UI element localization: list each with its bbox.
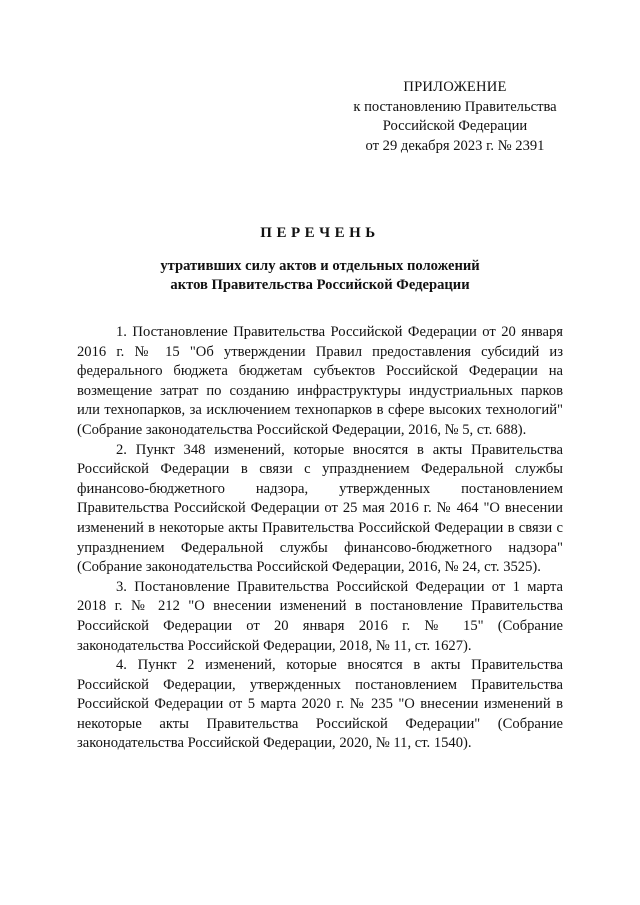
appendix-line-date: от 29 декабря 2023 г. № 2391 bbox=[365, 137, 545, 154]
document-body bbox=[77, 323, 563, 754]
document-subtitle-line-2: актов Правительства Российской Федерации bbox=[170, 277, 470, 293]
document-title: ПЕРЕЧЕНЬ bbox=[260, 225, 380, 241]
document-subtitle-line-1: утративших силу актов и отдельных положений bbox=[160, 258, 480, 274]
appendix-line-federation: Российской Федерации bbox=[382, 118, 528, 134]
appendix-block bbox=[330, 78, 580, 156]
list-item-4: 4. Пункт 2 изменений, которые вносятся в акты Правительства Российской Федерации, утвержденных постановлением Правительства Российской Федерации от 5 марта 2020 г. № 235 "О внесении изменений в некоторые акты Правительства Российской Федерации" (Собрание законодательства Российской Федерации, 2020, № 11, ст. 1540). bbox=[77, 657, 563, 752]
list-item-3: 3. Постановление Правительства Российской Федерации от 1 марта 2018 г. № 212 "О внесении изменений в постановление Правительства Российской Федерации от 20 января 2016 г. № 15" (Собрание законодательства Российской Федерации, 2018, № 11, ст. 1627). bbox=[77, 578, 563, 654]
list-item-1: 1. Постановление Правительства Российской Федерации от 20 января 2016 г. № 15 "Об утверждении Правил предоставления субсидий из федерального бюджета бюджетам субъектов Российской Федерации на возмещение затрат по созданию инфраструктуры индустриальных парков или технопарков, за исключением технопарков в сфере высоких технологий" (Собрание законодательства Российской Федерации, 2016, № 5, ст. 688). bbox=[77, 324, 563, 438]
title-block bbox=[40, 225, 600, 295]
appendix-line-decree: к постановлению Правительства bbox=[353, 98, 557, 115]
list-item-2: 2. Пункт 348 изменений, которые вносятся в акты Правительства Российской Федерации в связи с упразднением Федеральной службы финансово-бюджетного надзора, утвержденных постановлением Правительства Российской Федерации от 25 мая 2016 г. № 464 "О внесении изменений в некоторые акты Правительства Российской Федерации в связи с упразднением Федеральной службы финансово-бюджетного надзора" (Собрание законодательства Российской Федерации, 2016, № 24, ст. 3525). bbox=[77, 441, 563, 576]
appendix-heading: ПРИЛОЖЕНИЕ bbox=[403, 79, 507, 95]
